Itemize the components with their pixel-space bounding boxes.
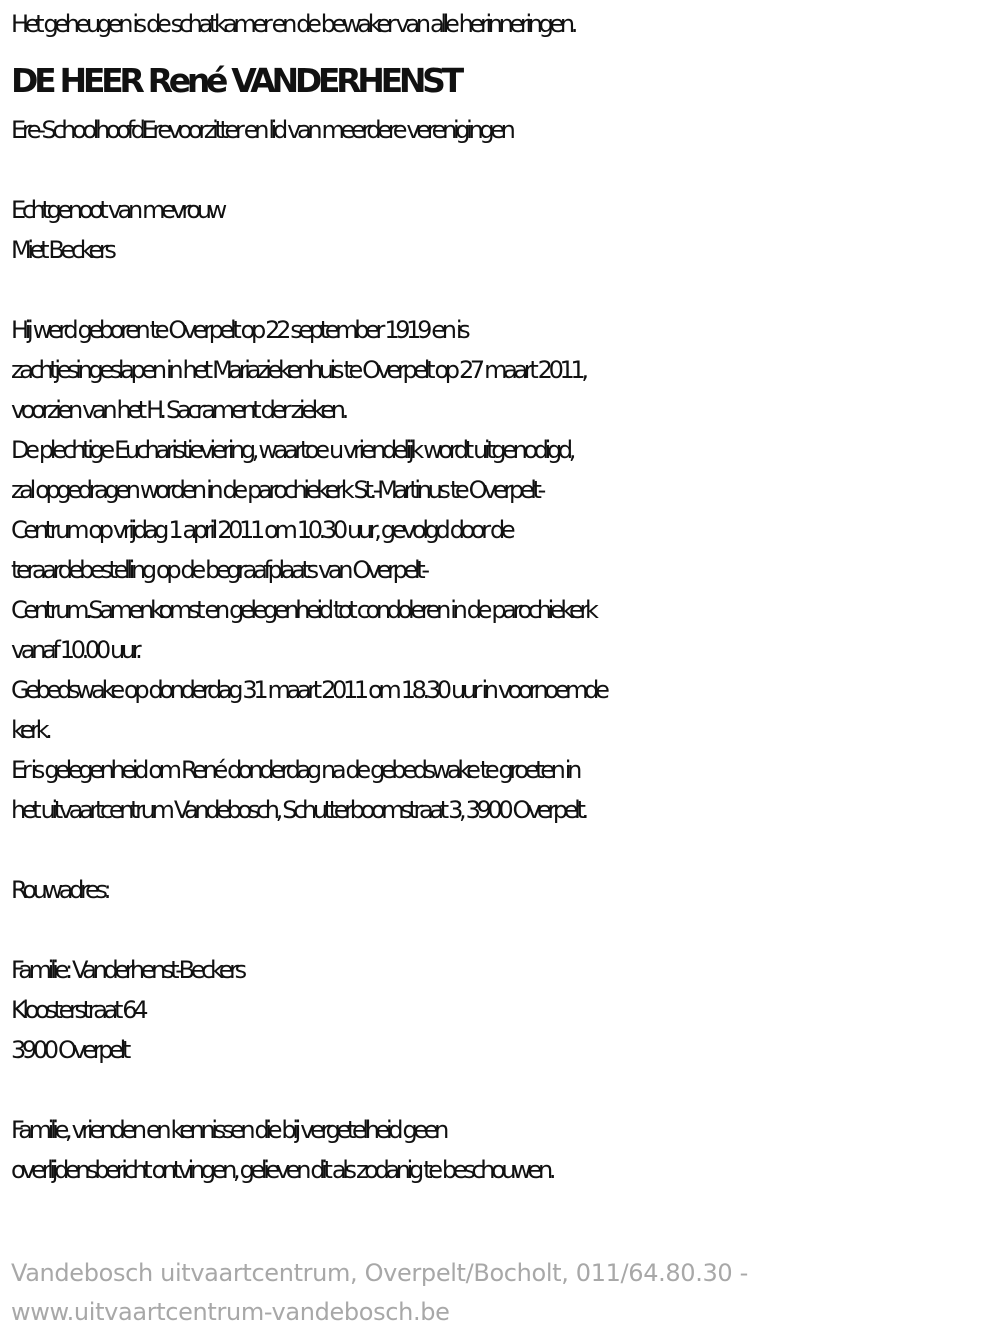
body-line: teraardebestelling op de begraafplaats van Overpelt-: [11, 556, 426, 584]
body-line: voorzien van het H. Sacrament der zieken.: [11, 396, 345, 424]
funeral-home-footer: [11, 1254, 748, 1332]
footer-contact: Vandebosch uitvaartcentrum, Overpelt/Bocholt, 011/64.80.30 -: [11, 1259, 748, 1287]
address-block: [11, 950, 1000, 1070]
closing-line: Familie, vrienden en kennissen die bij vergetelheid geen: [11, 1116, 446, 1144]
address-street: Kloosterstraat 64: [11, 996, 145, 1024]
closing-line: overlijdensbericht ontvingen, gelieven dit als zodanig te beschouwen.: [11, 1156, 553, 1184]
deceased-name: DE HEER René VANDERHENST: [11, 61, 460, 100]
deceased-titles: Ere-SchoolhoofdErevoorzitter en lid van meerdere verenigingen: [11, 116, 512, 144]
spacer: [11, 1070, 1000, 1110]
body-line: vanaf 10.00 uur.: [11, 636, 139, 664]
body-line: Er is gelegenheid om René donderdag na de gebedswake te groeten in: [11, 756, 578, 784]
body-line: kerk.: [11, 716, 49, 744]
body-line: De plechtige Eucharistieviering, waartoe u vriendelijk wordt uitgenodigd,: [11, 436, 573, 464]
announcement-body: [11, 310, 1000, 830]
spacer: [11, 270, 1000, 310]
body-line: zachtjesingeslapen in het Mariaziekenhuis te Overpelt op 27 maart 2011,: [11, 356, 585, 384]
body-line: Gebedswake op donderdag 31 maart 2011 om 18.30 uur in voornoemde: [11, 676, 606, 704]
body-line: Hij werd geboren te Overpelt op 22 september 1919 en is: [11, 316, 467, 344]
address-city: 3900 Overpelt: [11, 1036, 127, 1064]
motto: Het geheugen is de schatkamer en de bewaker van alle herinneringen.: [11, 10, 575, 38]
spouse-block: [11, 190, 1000, 270]
closing-note: [11, 1110, 1000, 1190]
spacer: [11, 150, 1000, 190]
address-heading: Rouwadres:: [11, 876, 108, 904]
spacer: [11, 830, 1000, 870]
spouse-name: Miet Beckers: [11, 236, 113, 264]
body-line: Centrum.Samenkomst en gelegenheid tot condoleren in de parochiekerk: [11, 596, 595, 624]
body-line: zal opgedragen worden in de parochiekerk St.-Martinus te Overpelt-: [11, 476, 542, 504]
body-line: Centrum op vrijdag 1 april 2011 om 10.30 uur, gevolgd door de: [11, 516, 512, 544]
footer-website: www.uitvaartcentrum-vandebosch.be: [11, 1298, 450, 1326]
spacer: [11, 910, 1000, 950]
address-family: Familie: Vanderhenst-Beckers: [11, 956, 243, 984]
body-line: het uitvaartcentrum Vandebosch, Schutterboomstraat 3, 3900 Overpelt.: [11, 796, 585, 824]
spouse-line: Echtgenoot van mevrouw: [11, 196, 223, 224]
